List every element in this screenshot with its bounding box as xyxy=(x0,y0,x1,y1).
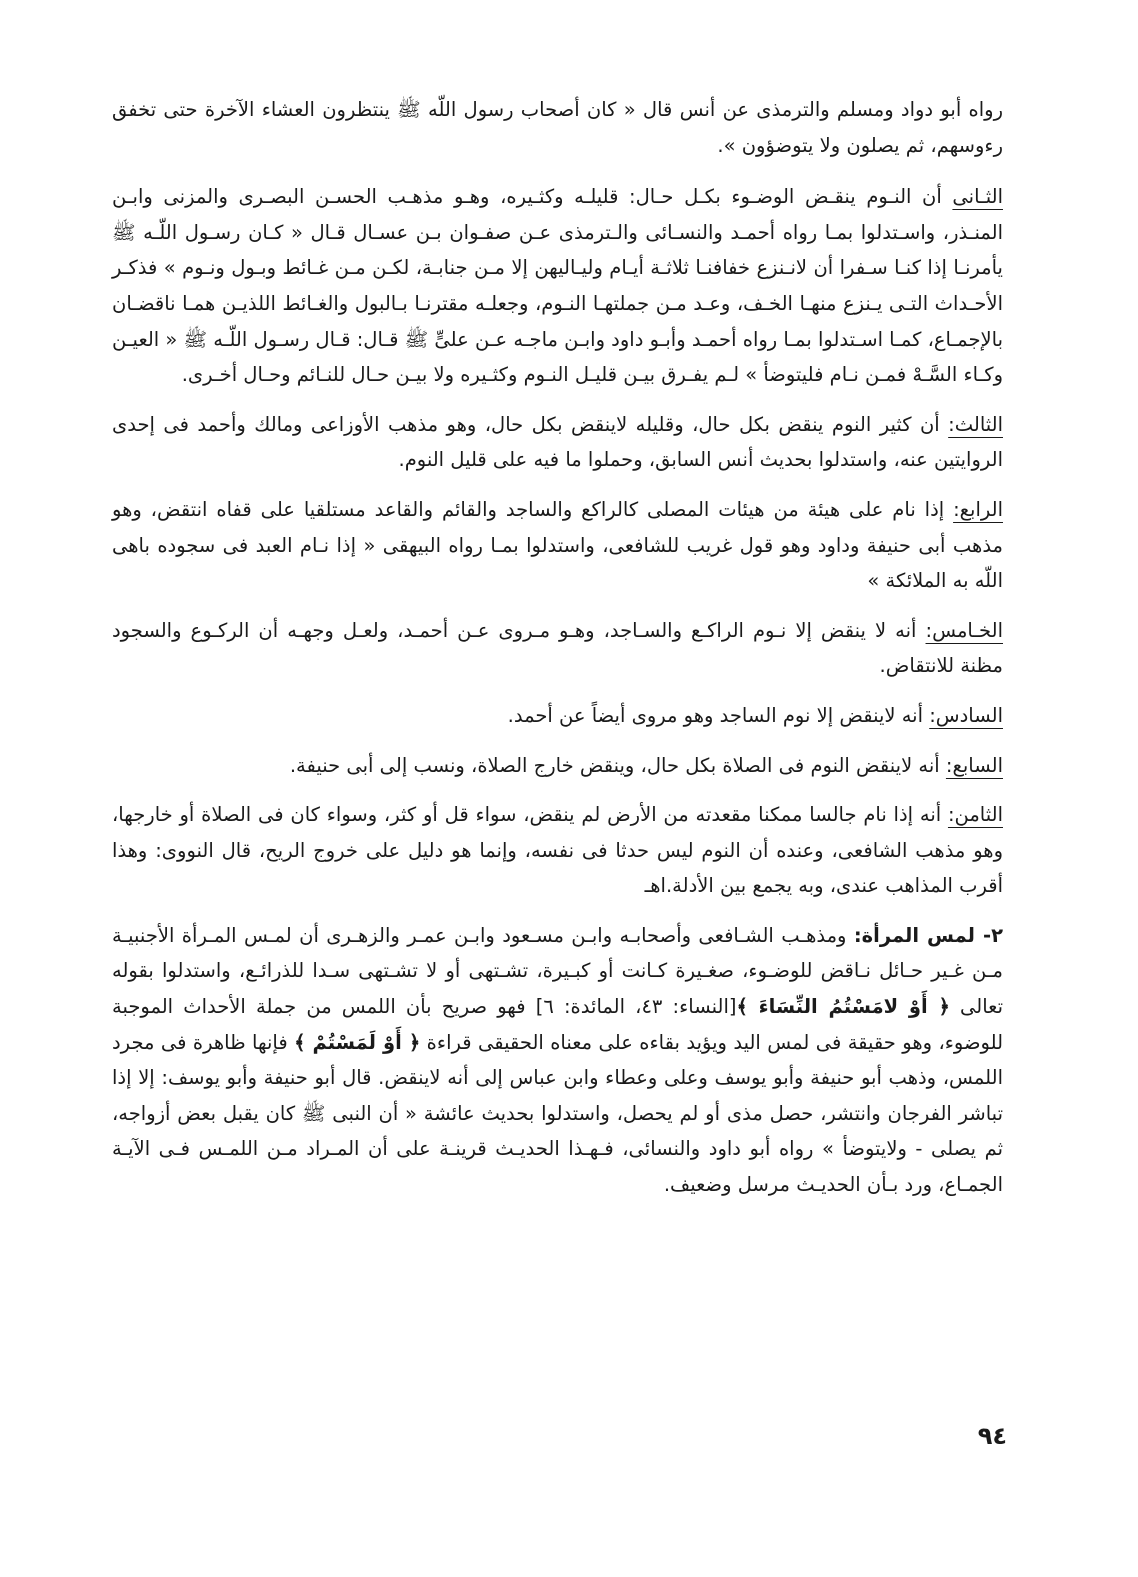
paragraph-fifth-opinion xyxy=(112,613,1003,684)
paragraph-third-opinion xyxy=(112,407,1003,478)
opinion-label: الثـانى xyxy=(952,185,1003,209)
paragraph-touching-woman xyxy=(112,918,1003,1203)
opinion-label: الرابع: xyxy=(953,497,1003,521)
opinion-label: الثامن: xyxy=(947,803,1003,827)
paragraph-text: رواه أبو دواد ومسلم والترمذى عن أنس قال « كان أصحاب رسول اللّه ﷺ ينتظرون العشاء الآخرة حتى تخفق رءوسهم، ثم يصلون ولا يتوضؤون ». xyxy=(112,98,1003,157)
paragraph-seventh-opinion xyxy=(112,748,1003,784)
paragraph-text: أن النـوم ينقـض الوضـوء بكـل حـال: قليلـه وكثـيره، وهـو مذهـب الحسـن البصـرى والمزنى وابـن المنـذر، واسـتدلوا بمـا رواه أحمـد والنسـائى والـترمذى عـن صفـوان بـن عسـال قـال « كـان رسـول اللّـه ﷺ يأمرنـا إذا كنـا سـفرا أن لانـنزع خفافنـا ثلاثـة أيـام وليـاليهن إلا مـن جنابـة، لكـن مـن غـائط وبـول ونـوم » فذكـر الأحـداث التـى يـنزع منهـا الخـف، وعـد مـن جملتهـا النـوم، وجعلـه مقترنـا بـالبول والغـائط اللذيـن همـا ناقضـان بالإجمـاع، كمـا اسـتدلوا بمـا رواه أحمـد وأبـو داود وابـن ماجـه عـن علىٍّ ﷺ قـال: قـال رسـول اللّـه ﷺ « العيـن وكـاء السَّـهْ فمـن نـام فليتوضأ » لـم يفـرق بيـن قليـل النـوم وكثـيره ولا بيـن حـال للنـائم وحـال أخـرى. xyxy=(112,185,1003,387)
quran-verse: ﴿ أَوْ لَمَسْتُمْ ﴾ xyxy=(294,1030,421,1054)
page-number: ٩٤ xyxy=(977,1422,1007,1450)
opinion-label: السابع: xyxy=(945,753,1003,777)
page-body xyxy=(112,92,1003,1517)
paragraph-text: إذا نام على هيئة من هيئات المصلى كالراكع والساجد والقائم والقاعد مستلقيا على قفاه انتقض، وهو مذهب أبى حنيفة وداود وهو قول غريب للشافعى، واستدلوا بمـا رواه البيهقى « إذا نـام العبد فى سجوده باهى اللّه به الملائكة » xyxy=(112,497,1003,593)
paragraph-sixth-opinion xyxy=(112,698,1003,734)
section-heading: ٢- لمس المرأة: xyxy=(853,923,1003,947)
paragraph-text: أنه لا ينقض إلا نـوم الراكـع والسـاجد، وهـو مـروى عـن أحمـد، ولعـل وجهـه أن الركـوع والسجود مظنة للانتقاض. xyxy=(112,618,1003,678)
paragraph-text: أنه لاينقض النوم فى الصلاة بكل حال، وينقض خارج الصلاة، ونسب إلى أبى حنيفة. xyxy=(289,753,946,777)
paragraph-second-opinion xyxy=(112,179,1003,393)
opinion-label: الثالث: xyxy=(948,412,1003,436)
paragraph-text: [النساء: ٤٣، المائدة: ٦] فهو صريح بأن اللمس من جملة الأحداث الموجبة للوضوء، وهو حقيقة فى لمس اليد ويؤيد بقاءه على معناه الحقيقى قراءة xyxy=(112,995,1004,1054)
paragraph-text: ومذهـب الشـافعى وأصحابـه وابـن مسـعود وابـن عمـر والزهـرى أن لمـس المـرأة الأجنبيـة مـن غـير حـائل نـاقض للوضـوء، صغـيرة كـانت أو كبـيرة، تشـتهى أو لا تشـتهى سـدا للذرائـع، واستدلوا بقوله تعالى xyxy=(112,923,1003,1019)
paragraph-intro-hadith xyxy=(112,92,1003,163)
paragraph-text: فإنها ظاهرة فى مجرد اللمس، وذهب أبو حنيفة وأبو يوسف وعلى وعطاء وابن عباس إلى أنه لاينقض. قال أبو حنيفة وأبو يوسف: إلا إذا تباشر الفرجان وانتشر، حصل مذى أو لم يحصل، واستدلوا بحديث عائشة « أن النبى ﷺ كان يقبل بعض أزواجه، ثم يصلى - ولايتوضأ » رواه أبو داود والنسائى، فـهـذا الحديـث قرينـة على أن المـراد مـن اللمـس فـى الآيـة الجمـاع، ورد بـأن الحديـث مرسل وضعيف. xyxy=(112,1030,1003,1197)
paragraph-text: أنه إذا نام جالسا ممكنا مقعدته من الأرض لم ينقض، سواء قل أو كثر، وسواء كان فى الصلاة أو خارجها، وهو مذهب الشافعى، وعنده أن النوم ليس حدثا فى نفسه، وإنما هو دليل على خروج الريح، قال النووى: وهذا أقرب المذاهب عندى، وبه يجمع بين الأدلة.اهـ xyxy=(112,803,1003,898)
paragraph-fourth-opinion xyxy=(112,492,1003,599)
quran-verse: ﴿ أَوْ لامَسْتُمُ النِّسَاءَ ﴾ xyxy=(736,995,950,1019)
paragraph-text: أن كثير النوم ينقض بكل حال، وقليله لاينقض بكل حال، وهو مذهب الأوزاعى ومالك وأحمد فى إحدى الروايتين عنه، واستدلوا بحديث أنس السابق، وحملوا ما فيه على قليل النوم. xyxy=(112,412,1003,472)
paragraph-text: أنه لاينقض إلا نوم الساجد وهو مروى أيضاً عن أحمد. xyxy=(507,703,930,727)
opinion-label: الخـامس: xyxy=(925,618,1003,642)
opinion-label: السادس: xyxy=(929,703,1003,727)
paragraph-eighth-opinion xyxy=(112,797,1003,904)
